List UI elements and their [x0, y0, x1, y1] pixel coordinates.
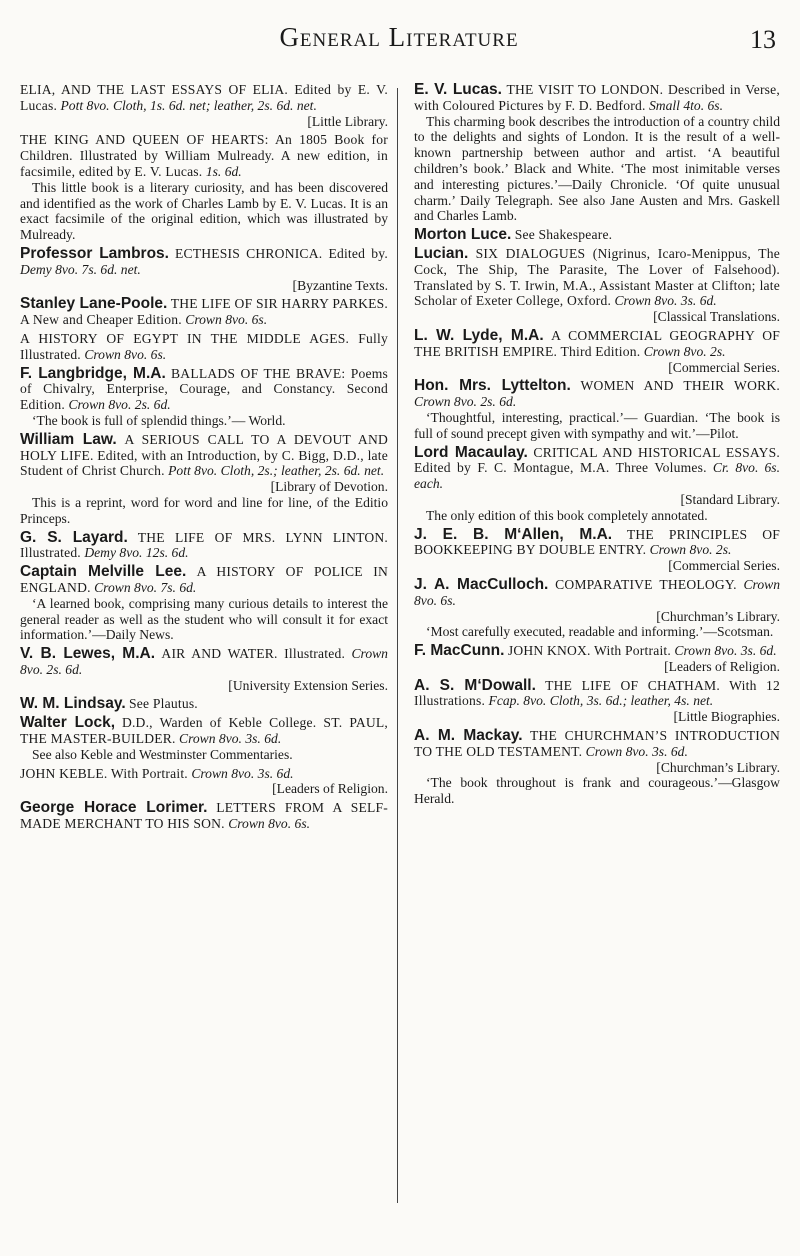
entry-author: William Law.	[20, 430, 117, 448]
catalogue-entry	[20, 132, 388, 243]
entry-details: Crown 8vo. 2s. 6d.	[414, 394, 517, 410]
entry-details: Crown 8vo. 3s. 6d.	[179, 731, 282, 747]
entry-details: Demy 8vo. 7s. 6d. net.	[20, 261, 141, 277]
entry-note: This is a reprint, word for word and line for line, of the Editio Princeps.	[20, 494, 388, 526]
catalogue-entry	[414, 378, 780, 441]
entry-title: See Shakespeare.	[514, 227, 613, 243]
catalogue-entry	[414, 227, 780, 243]
entry-details: Crown 8vo. 3s. 6d.	[191, 765, 294, 781]
entry-details: Crown 8vo. 3s. 6d.	[674, 643, 777, 659]
entry-title: THE KING AND QUEEN OF HEARTS: An 1805 Book for Children. Illustrated by William Mulready. A new edition, in facsimile, edited by E. V. Lucas.	[20, 132, 388, 179]
entry-details: Crown 8vo. 3s. 6d.	[585, 743, 688, 759]
entry-series: [Churchman’s Library.	[656, 608, 780, 624]
catalogue-entry	[20, 696, 388, 712]
catalogue-entry	[414, 246, 780, 325]
entry-author: J. A. MacCulloch.	[414, 575, 549, 593]
entry-details: Small 4to. 6s.	[648, 97, 723, 113]
entry-title: THE VISIT TO LONDON. Described in Verse, with Coloured Pictures by F. D. Bedford.	[414, 82, 780, 113]
entry-note: The only edition of this book completely annotated.	[426, 507, 708, 523]
entry-author: L. W. Lyde, M.A.	[414, 326, 544, 344]
entry-title: See Plautus.	[129, 696, 198, 712]
entry-title: D.D., Warden of Keble College. ST. PAUL, THE MASTER-BUILDER.	[20, 715, 389, 747]
catalogue-entry	[20, 82, 388, 129]
entry-details: Pott 8vo. Cloth, 2s.; leather, 2s. 6d. net.	[168, 463, 385, 479]
catalogue-entry	[20, 564, 388, 643]
running-head: General Literature	[279, 22, 519, 52]
entry-series: [University Extension Series.	[228, 677, 388, 693]
entry-title: THE LIFE OF CHATHAM. With 12 Illustrations.	[414, 677, 780, 709]
entry-author: Captain Melville Lee.	[20, 563, 187, 581]
catalogue-entry	[20, 766, 388, 798]
catalogue-entry	[414, 728, 780, 807]
entry-series: [Library of Devotion.	[270, 479, 388, 495]
entry-title: A HISTORY OF POLICE IN ENGLAND.	[20, 564, 388, 595]
entry-series: [Leaders of Religion.	[664, 658, 780, 674]
catalogue-entry	[414, 643, 780, 675]
entry-author: V. B. Lewes, M.A.	[20, 645, 156, 663]
catalogue-entry	[20, 530, 388, 562]
catalogue-entry	[414, 445, 780, 524]
entry-note: ‘Most carefully executed, readable and informing.’—Scotsman.	[426, 624, 774, 640]
entry-title: BALLADS OF THE BRAVE: Poems of Chivalry, Enterprise, Courage, and Constancy. Second Edition.	[20, 365, 388, 413]
entry-title: THE LIFE OF SIR HARRY PARKES. A New and Cheaper Edition.	[20, 296, 388, 328]
entry-author: W. M. Lindsay.	[20, 695, 126, 713]
entry-title: ELIA, AND THE LAST ESSAYS OF ELIA. Edited by E. V. Lucas.	[20, 82, 388, 113]
catalogue-entry	[20, 432, 388, 527]
entry-details: Crown 8vo. 7s. 6d.	[94, 579, 197, 595]
entry-title: A SERIOUS CALL TO A DEVOUT AND HOLY LIFE. Edited, with an Introduction, by C. Bigg, D.D., late Student of Christ Church.	[20, 431, 388, 479]
entry-title: AIR AND WATER. Illustrated.	[161, 646, 346, 662]
entry-details: Cr. 8vo. 6s. each.	[414, 460, 780, 492]
entry-title: THE LIFE OF MRS. LYNN LINTON. Illustrated.	[20, 529, 388, 561]
entry-note: This charming book describes the introduction of a country child to the delights and sights of London. It is the result of a well-known partnership between author and artist. ‘A beautiful children’s book.’ Black and White. ‘The most inimitable verses and interesting pictures.’—Daily Chronicle. ‘Of quite unusual charm.’ Daily Telegraph. See also Jane Austen and Mrs. Gaskell and Charles Lamb.	[414, 113, 780, 224]
entry-details: 1s. 6d.	[205, 163, 242, 179]
entry-note: This little book is a literary curiosity, and has been discovered and identified as the work of Charles Lamb by E. V. Lucas. It is an exact facsimile of the original edition, which was illustrated by Mulready.	[20, 179, 388, 243]
entry-details: Crown 8vo. 6s.	[414, 576, 780, 608]
entry-title: THE CHURCHMAN’S INTRODUCTION TO THE OLD TESTAMENT.	[414, 728, 780, 759]
entry-author: J. E. B. M‘Allen, M.A.	[414, 525, 613, 543]
catalogue-entry	[414, 82, 780, 224]
catalogue-entry	[20, 646, 388, 693]
entry-details: Crown 8vo. 2s.	[643, 343, 726, 359]
catalogue-entry	[20, 246, 388, 293]
left-column	[20, 82, 388, 835]
entry-series: [Little Biographies.	[673, 709, 780, 725]
entry-note: ‘The book throughout is frank and courageous.’—Glasgow Herald.	[414, 775, 780, 807]
entry-series: [Commercial Series.	[668, 558, 780, 574]
entry-author: A. S. M‘Dowall.	[414, 676, 536, 694]
entry-title: WOMEN AND THEIR WORK.	[580, 378, 780, 394]
right-column	[414, 82, 780, 810]
entry-series: [Leaders of Religion.	[272, 781, 388, 797]
entry-author: A. M. Mackay.	[414, 727, 523, 745]
entry-note: See also Keble and Westminster Commentaries.	[32, 746, 293, 762]
entry-series: [Churchman’s Library.	[656, 759, 780, 775]
entry-note: ‘Thoughtful, interesting, practical.’— Guardian. ‘The book is full of sound precept given with sympathy and wit.’—Pilot.	[414, 409, 780, 441]
entry-series: [Byzantine Texts.	[292, 277, 388, 293]
entry-author: Morton Luce.	[414, 226, 512, 244]
entry-note: ‘The book is full of splendid things.’— World.	[32, 412, 286, 428]
entry-title: LETTERS FROM A SELF-MADE MERCHANT TO HIS SON.	[20, 800, 388, 832]
entry-author: Lucian.	[414, 244, 469, 262]
entry-title: THE PRINCIPLES OF BOOKKEEPING BY DOUBLE ENTRY.	[414, 526, 780, 558]
catalogue-entry	[414, 328, 780, 375]
entry-author: Professor Lambros.	[20, 244, 169, 262]
entry-series: [Commercial Series.	[668, 359, 780, 375]
entry-details: Crown 8vo. 6s.	[185, 312, 268, 328]
catalogue-entry	[20, 715, 388, 762]
page-header	[22, 22, 776, 58]
entry-author: G. S. Layard.	[20, 528, 128, 546]
entry-details: Pott 8vo. Cloth, 1s. 6d. net; leather, 2s. 6d. net.	[60, 97, 317, 113]
entry-series: [Standard Library.	[680, 491, 780, 507]
catalogue-entry	[20, 366, 388, 429]
page-number: 13	[750, 25, 776, 54]
entry-details: Demy 8vo. 12s. 6d.	[84, 545, 189, 561]
entry-title: SIX DIALOGUES (Nigrinus, Icaro-Menippus, The Cock, The Ship, The Parasite, The Lover of Falsehood). Translated by S. T. Irwin, M.A., Assistant Master at Clifton; late Scholar of Exeter College, Oxford.	[414, 245, 780, 309]
catalogue-entry	[414, 678, 780, 725]
entry-title: A HISTORY OF EGYPT IN THE MIDDLE AGES. Fully Illustrated.	[20, 330, 388, 362]
entry-details: Crown 8vo. 3s. 6d.	[614, 293, 717, 309]
entry-author: E. V. Lucas.	[414, 81, 502, 98]
entry-details: Crown 8vo. 6s.	[228, 816, 311, 832]
entry-author: Lord Macaulay.	[414, 443, 528, 461]
entry-author: Stanley Lane-Poole.	[20, 295, 168, 313]
catalogue-entry	[20, 800, 388, 832]
entry-author: Walter Lock,	[20, 714, 116, 732]
entry-note: ‘A learned book, comprising many curious details to interest the general reader as well as the student who will consult it for exact information.’—Daily News.	[20, 595, 388, 643]
catalogue-entry	[20, 296, 388, 328]
entry-author: F. Langbridge, M.A.	[20, 364, 166, 382]
entry-title: CRITICAL AND HISTORICAL ESSAYS. Edited by F. C. Montague, M.A. Three Volumes.	[414, 444, 781, 476]
catalogue-entry	[414, 527, 780, 574]
entry-details: Fcap. 8vo. Cloth, 3s. 6d.; leather, 4s. net.	[488, 693, 714, 709]
entry-series: [Little Library.	[307, 113, 388, 129]
entry-title: ECTHESIS CHRONICA. Edited by.	[174, 245, 388, 261]
entry-details: Crown 8vo. 6s.	[84, 346, 167, 362]
entry-title: JOHN KNOX. With Portrait.	[507, 643, 671, 659]
column-rule	[397, 88, 398, 1203]
entry-author: F. MacCunn.	[414, 642, 505, 660]
entry-details: Crown 8vo. 2s. 6d.	[20, 646, 388, 677]
entry-title: A COMMERCIAL GEOGRAPHY OF THE BRITISH EMPIRE. Third Edition.	[414, 327, 780, 359]
catalogue-entry	[414, 577, 780, 640]
entry-details: Crown 8vo. 2s.	[649, 542, 732, 558]
entry-details: Crown 8vo. 2s. 6d.	[68, 397, 171, 413]
entry-title: COMPARATIVE THEOLOGY.	[555, 576, 737, 592]
entry-author: George Horace Lorimer.	[20, 799, 208, 817]
entry-author: Hon. Mrs. Lyttelton.	[414, 377, 571, 395]
catalogue-entry	[20, 331, 388, 363]
entry-title: JOHN KEBLE. With Portrait.	[20, 765, 188, 781]
entry-series: [Classical Translations.	[653, 309, 780, 325]
